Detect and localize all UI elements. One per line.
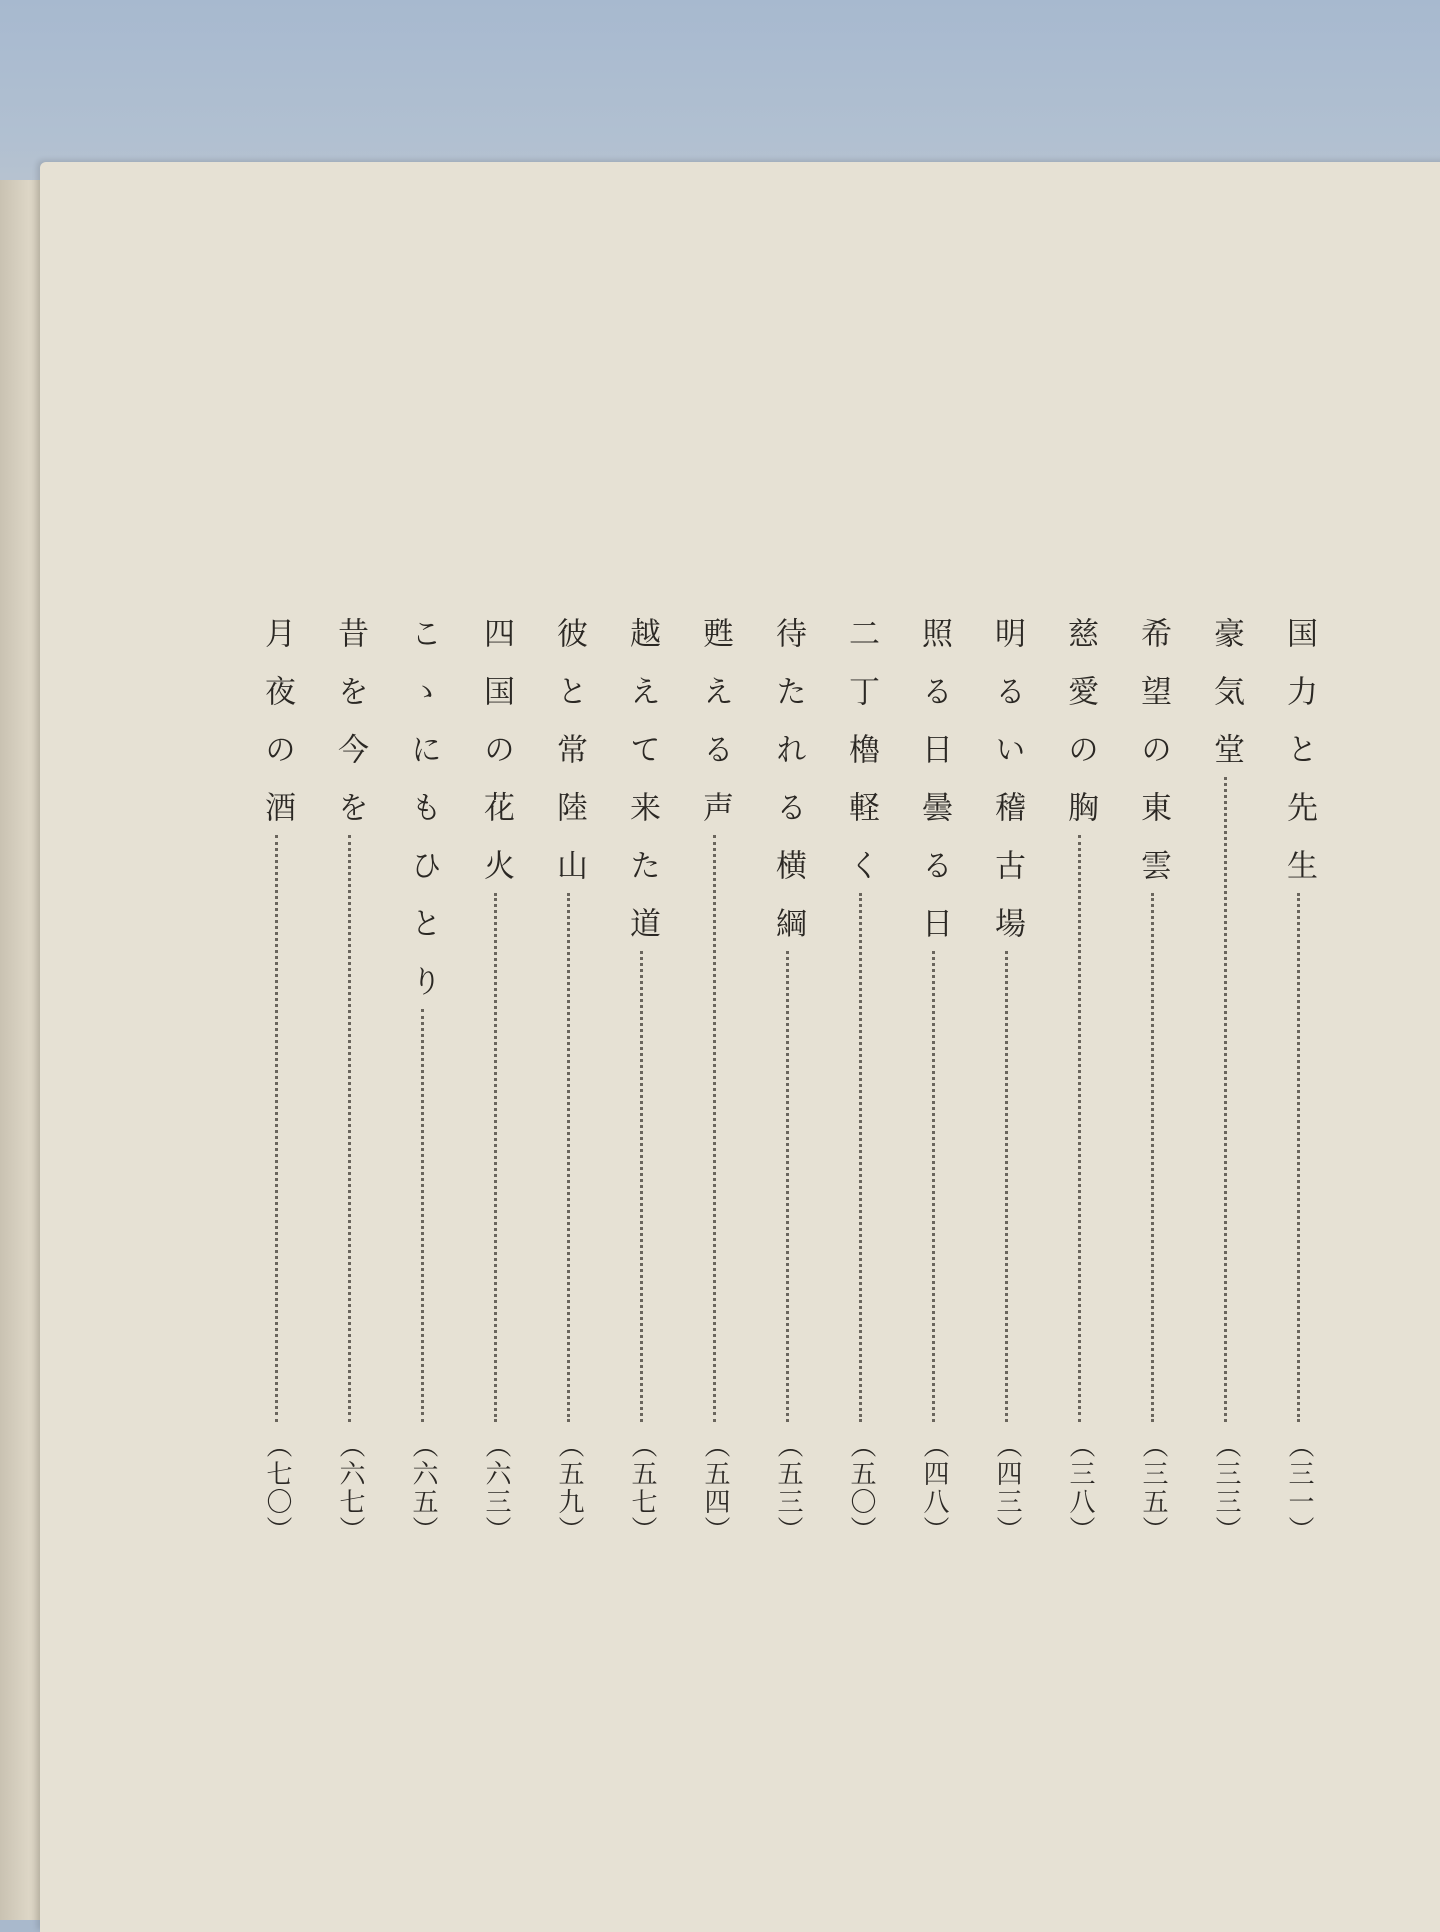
entry-title: 国力と先生 [1281, 617, 1317, 907]
entry-page-number: （三一） [1284, 1432, 1314, 1544]
entry-title: 四国の花火 [478, 617, 514, 907]
toc-entry [1197, 617, 1255, 1577]
dot-leader [1224, 777, 1227, 1422]
dot-leader [859, 893, 862, 1422]
entry-page-number: （七〇） [262, 1432, 292, 1544]
toc-entry [686, 617, 744, 1577]
dot-leader [1297, 893, 1300, 1422]
toc-entry [467, 617, 525, 1577]
toc-entry [321, 617, 379, 1577]
entry-page-number: （四三） [992, 1432, 1022, 1544]
toc-entry [978, 617, 1036, 1577]
entry-title: 二丁櫓軽く [843, 617, 879, 907]
dot-leader [1151, 893, 1154, 1422]
entry-title: 甦える声 [697, 617, 733, 849]
dot-leader [713, 835, 716, 1422]
entry-page-number: （五七） [627, 1432, 657, 1544]
entry-page-number: （三五） [1138, 1432, 1168, 1544]
entry-title: 明るい稽古場 [989, 617, 1025, 965]
entry-title: 待たれる横綱 [770, 617, 806, 965]
entry-title: 月夜の酒 [259, 617, 295, 849]
dot-leader [1005, 951, 1008, 1422]
entry-page-number: （六七） [335, 1432, 365, 1544]
entry-title: 慈愛の胸 [1062, 617, 1098, 849]
toc-entry [1051, 617, 1109, 1577]
toc-entry [905, 617, 963, 1577]
entry-title: 彼と常陸山 [551, 617, 587, 907]
entry-page-number: （五三） [773, 1432, 803, 1544]
dot-leader [932, 951, 935, 1422]
book-page [40, 162, 1440, 1932]
entry-title: 豪気堂 [1208, 617, 1244, 791]
table-of-contents [220, 617, 1330, 1597]
toc-entry [613, 617, 671, 1577]
toc-entry [394, 617, 452, 1577]
entry-page-number: （四八） [919, 1432, 949, 1544]
entry-page-number: （五九） [554, 1432, 584, 1544]
entry-page-number: （三八） [1065, 1432, 1095, 1544]
entry-page-number: （六五） [408, 1432, 438, 1544]
toc-entry [832, 617, 890, 1577]
entry-title: 照る日曇る日 [916, 617, 952, 965]
entry-page-number: （六三） [481, 1432, 511, 1544]
toc-entry [759, 617, 817, 1577]
dot-leader [640, 951, 643, 1422]
dot-leader [1078, 835, 1081, 1422]
toc-entry [540, 617, 598, 1577]
entry-title: こゝにもひとり [405, 617, 441, 1023]
dot-leader [275, 835, 278, 1422]
toc-entry [1124, 617, 1182, 1577]
toc-entry [1270, 617, 1328, 1577]
dot-leader [348, 835, 351, 1422]
toc-entry [248, 617, 306, 1577]
entry-title: 越えて来た道 [624, 617, 660, 965]
entry-title: 希望の東雲 [1135, 617, 1171, 907]
dot-leader [786, 951, 789, 1422]
entry-title: 昔を今を [332, 617, 368, 849]
entry-page-number: （五四） [700, 1432, 730, 1544]
dot-leader [421, 1009, 424, 1422]
dot-leader [567, 893, 570, 1422]
entry-page-number: （三三） [1211, 1432, 1241, 1544]
dot-leader [494, 893, 497, 1422]
entry-page-number: （五〇） [846, 1432, 876, 1544]
